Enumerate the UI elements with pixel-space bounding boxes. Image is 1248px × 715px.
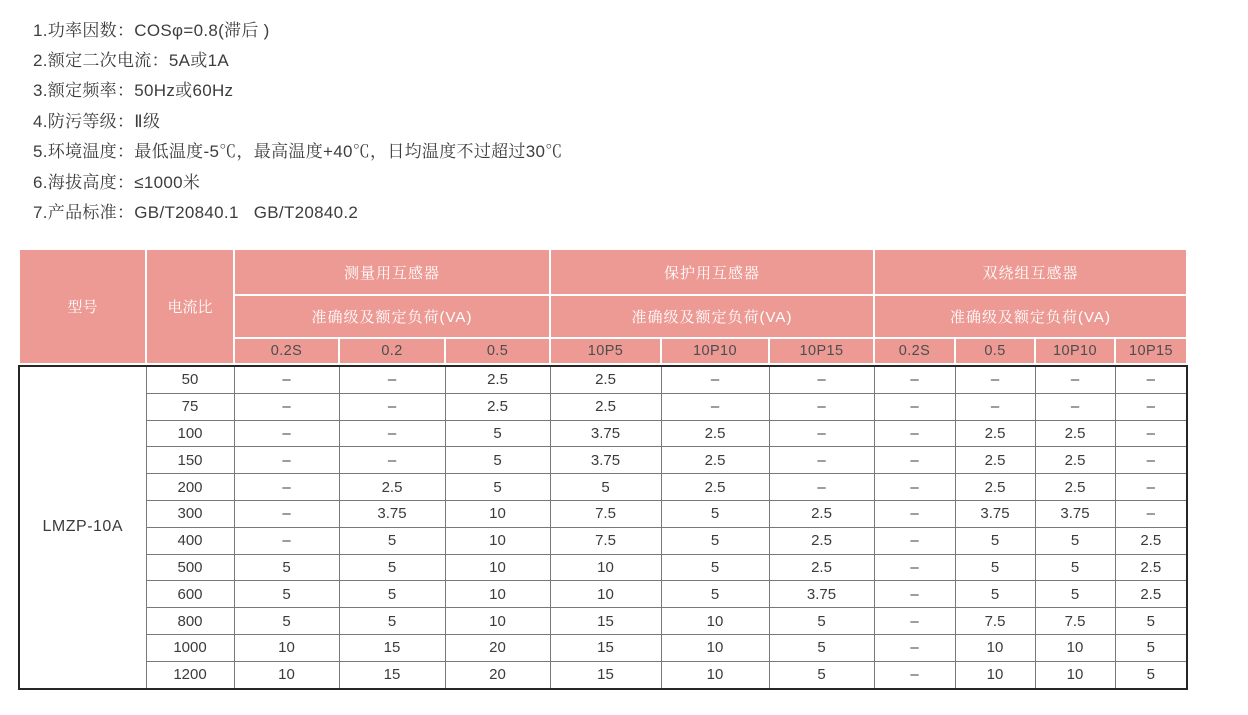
value-cell: 10 [550, 554, 661, 581]
column-header: 0.5 [445, 338, 550, 364]
group-subtitle: 准确级及额定负荷(VA) [550, 295, 874, 338]
value-cell: 10 [1035, 661, 1115, 688]
ratio-cell: 75 [146, 393, 234, 420]
value-cell: 2.5 [1115, 554, 1187, 581]
value-cell: 3.75 [550, 420, 661, 447]
value-cell: – [874, 474, 955, 501]
value-cell: 5 [445, 447, 550, 474]
table-row [19, 661, 1187, 688]
value-cell: 15 [550, 608, 661, 635]
value-cell: 2.5 [955, 420, 1035, 447]
rating-table [18, 248, 1188, 690]
table-row [19, 500, 1187, 527]
value-cell: 2.5 [445, 366, 550, 393]
value-cell: 10 [1035, 634, 1115, 661]
value-cell: 10 [445, 554, 550, 581]
value-cell: 2.5 [769, 527, 874, 554]
value-cell: 7.5 [550, 500, 661, 527]
value-cell: – [339, 366, 445, 393]
table-row [19, 634, 1187, 661]
column-header: 10P15 [769, 338, 874, 364]
value-cell: 10 [550, 581, 661, 608]
value-cell: 2.5 [769, 500, 874, 527]
value-cell: 5 [1115, 661, 1187, 688]
ratio-cell: 150 [146, 447, 234, 474]
value-cell: 2.5 [1035, 420, 1115, 447]
value-cell: – [874, 447, 955, 474]
value-cell: – [769, 420, 874, 447]
value-cell: – [769, 447, 874, 474]
value-cell: 10 [445, 500, 550, 527]
value-cell: 2.5 [1035, 447, 1115, 474]
value-cell: – [1115, 420, 1187, 447]
ratio-cell: 100 [146, 420, 234, 447]
column-header: 0.5 [955, 338, 1035, 364]
group-title: 保护用互感器 [550, 249, 874, 295]
group-subtitle: 准确级及额定负荷(VA) [874, 295, 1187, 338]
ratio-column-header: 电流比 [146, 249, 234, 364]
value-cell: – [769, 474, 874, 501]
value-cell: 2.5 [661, 447, 769, 474]
value-cell: – [1115, 500, 1187, 527]
column-header: 0.2S [234, 338, 339, 364]
spec-item: 2.额定二次电流：5A或1A [33, 51, 229, 71]
value-cell: 5 [955, 527, 1035, 554]
value-cell: 10 [234, 634, 339, 661]
ratio-cell: 300 [146, 500, 234, 527]
value-cell: 10 [445, 527, 550, 554]
value-cell: – [234, 527, 339, 554]
value-cell: – [874, 661, 955, 688]
value-cell: 5 [769, 661, 874, 688]
value-cell: – [234, 420, 339, 447]
rating-table-header [18, 248, 1188, 365]
value-cell: 5 [550, 474, 661, 501]
value-cell: 5 [955, 554, 1035, 581]
value-cell: 10 [445, 608, 550, 635]
value-cell: 2.5 [769, 554, 874, 581]
value-cell: 5 [955, 581, 1035, 608]
value-cell: 5 [769, 608, 874, 635]
value-cell: 5 [1035, 554, 1115, 581]
value-cell: – [1035, 393, 1115, 420]
value-cell: – [874, 366, 955, 393]
value-cell: – [339, 447, 445, 474]
value-cell: 5 [769, 634, 874, 661]
value-cell: 15 [550, 661, 661, 688]
value-cell: 5 [661, 581, 769, 608]
value-cell: 7.5 [1035, 608, 1115, 635]
value-cell: 7.5 [955, 608, 1035, 635]
value-cell: – [1115, 447, 1187, 474]
value-cell: 3.75 [955, 500, 1035, 527]
table-row [19, 447, 1187, 474]
value-cell: – [874, 393, 955, 420]
value-cell: – [234, 500, 339, 527]
value-cell: 5 [445, 420, 550, 447]
group-subtitle: 准确级及额定负荷(VA) [234, 295, 550, 338]
value-cell: 5 [339, 527, 445, 554]
table-row [19, 554, 1187, 581]
value-cell: 15 [339, 634, 445, 661]
value-cell: – [1115, 393, 1187, 420]
value-cell: 3.75 [550, 447, 661, 474]
value-cell: 15 [339, 661, 445, 688]
ratio-cell: 50 [146, 366, 234, 393]
ratio-cell: 600 [146, 581, 234, 608]
column-header: 10P15 [1115, 338, 1187, 364]
value-cell: 2.5 [550, 366, 661, 393]
value-cell: 10 [661, 634, 769, 661]
ratio-cell: 1000 [146, 634, 234, 661]
value-cell: 5 [1115, 634, 1187, 661]
value-cell: – [769, 393, 874, 420]
value-cell: 2.5 [1115, 581, 1187, 608]
value-cell: 5 [339, 581, 445, 608]
table-row [19, 527, 1187, 554]
value-cell: 5 [234, 608, 339, 635]
table-row [19, 393, 1187, 420]
ratio-cell: 1200 [146, 661, 234, 688]
value-cell: – [874, 634, 955, 661]
value-cell: – [234, 447, 339, 474]
value-cell: – [874, 581, 955, 608]
value-cell: 5 [1035, 581, 1115, 608]
table-row [19, 608, 1187, 635]
table-row [19, 581, 1187, 608]
ratio-cell: 800 [146, 608, 234, 635]
spec-item: 4.防污等级：Ⅱ级 [33, 111, 161, 131]
value-cell: 5 [1115, 608, 1187, 635]
value-cell: – [661, 366, 769, 393]
group-title: 双绕组互感器 [874, 249, 1187, 295]
value-cell: – [339, 393, 445, 420]
spec-item: 6.海拔高度：≤1000米 [33, 172, 201, 192]
value-cell: 5 [445, 474, 550, 501]
value-cell: – [874, 500, 955, 527]
column-header: 10P10 [1035, 338, 1115, 364]
ratio-cell: 200 [146, 474, 234, 501]
value-cell: 5 [339, 554, 445, 581]
spec-item: 3.额定频率：50Hz或60Hz [33, 81, 234, 101]
value-cell: – [955, 393, 1035, 420]
table-row [19, 474, 1187, 501]
value-cell: 2.5 [955, 447, 1035, 474]
value-cell: 20 [445, 661, 550, 688]
value-cell: 10 [661, 661, 769, 688]
value-cell: 2.5 [955, 474, 1035, 501]
value-cell: 2.5 [339, 474, 445, 501]
table-row [19, 420, 1187, 447]
value-cell: 20 [445, 634, 550, 661]
value-cell: 5 [661, 554, 769, 581]
value-cell: 15 [550, 634, 661, 661]
value-cell: – [1115, 474, 1187, 501]
column-header: 0.2S [874, 338, 955, 364]
value-cell: 3.75 [1035, 500, 1115, 527]
value-cell: 5 [234, 554, 339, 581]
value-cell: 10 [445, 581, 550, 608]
model-cell: LMZP-10A [19, 366, 146, 689]
spec-item: 5.环境温度：最低温度-5℃，最高温度+40℃，日均温度不过超过30℃ [33, 142, 563, 162]
value-cell: 5 [661, 527, 769, 554]
spec-item: 1.功率因数：COSφ=0.8(滞后 ) [33, 20, 270, 40]
value-cell: 10 [955, 661, 1035, 688]
value-cell: 2.5 [1035, 474, 1115, 501]
value-cell: – [339, 420, 445, 447]
value-cell: – [874, 608, 955, 635]
value-cell: 2.5 [550, 393, 661, 420]
value-cell: – [874, 527, 955, 554]
value-cell: 3.75 [769, 581, 874, 608]
ratio-cell: 400 [146, 527, 234, 554]
value-cell: – [955, 366, 1035, 393]
value-cell: 10 [234, 661, 339, 688]
value-cell: – [874, 420, 955, 447]
group-title: 测量用互感器 [234, 249, 550, 295]
value-cell: 2.5 [661, 420, 769, 447]
column-header: 10P10 [661, 338, 769, 364]
spec-list [33, 13, 563, 226]
value-cell: 2.5 [661, 474, 769, 501]
value-cell: – [1035, 366, 1115, 393]
ratio-cell: 500 [146, 554, 234, 581]
value-cell: – [874, 554, 955, 581]
value-cell: – [234, 366, 339, 393]
value-cell: – [234, 393, 339, 420]
value-cell: 3.75 [339, 500, 445, 527]
value-cell: – [661, 393, 769, 420]
value-cell: 5 [234, 581, 339, 608]
table-row [19, 366, 1187, 393]
value-cell: – [1115, 366, 1187, 393]
value-cell: 7.5 [550, 527, 661, 554]
spec-item: 7.产品标准：GB/T20840.1 GB/T20840.2 [33, 203, 359, 223]
value-cell: 2.5 [1115, 527, 1187, 554]
value-cell: 5 [661, 500, 769, 527]
rating-table-body [18, 365, 1188, 690]
value-cell: – [234, 474, 339, 501]
value-cell: 2.5 [445, 393, 550, 420]
value-cell: 10 [955, 634, 1035, 661]
value-cell: 10 [661, 608, 769, 635]
value-cell: 5 [1035, 527, 1115, 554]
value-cell: – [769, 366, 874, 393]
column-header: 10P5 [550, 338, 661, 364]
value-cell: 5 [339, 608, 445, 635]
model-column-header: 型号 [19, 249, 146, 364]
column-header: 0.2 [339, 338, 445, 364]
